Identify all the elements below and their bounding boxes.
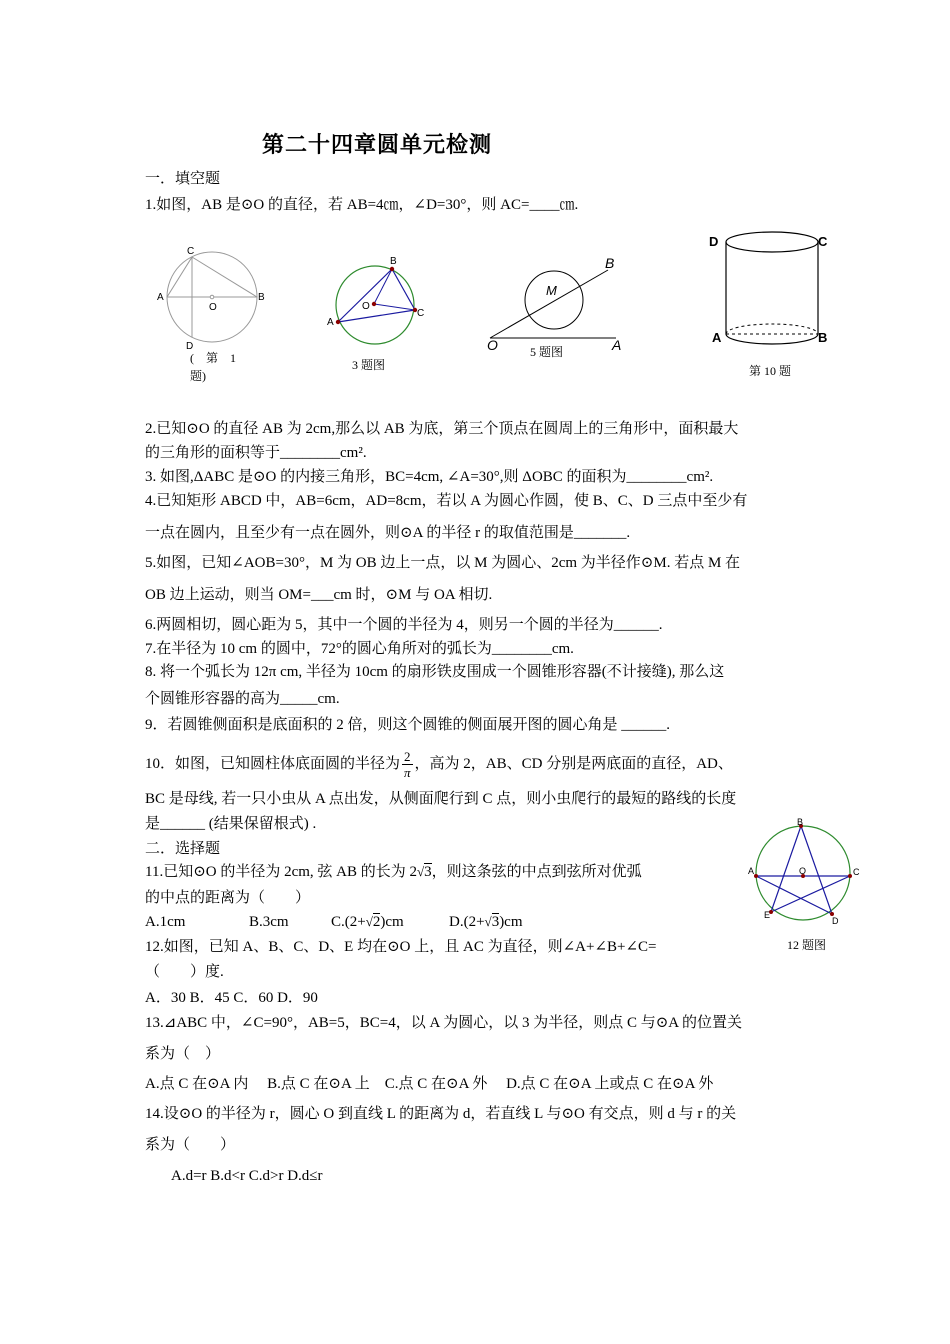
question-2-line-2: 的三角形的面积等于________cm².: [145, 445, 367, 461]
question-12-options: A．30 B．45 C．60 D．90: [145, 990, 318, 1006]
fig5-label-b: B: [605, 255, 615, 271]
question-12-line-2: （ ）度.: [145, 964, 224, 980]
fig1-chord-ac: [167, 257, 192, 297]
fig10-label-b: B: [818, 330, 828, 345]
q11-option-c-radicand: 2: [372, 914, 381, 930]
fig12-label-d: D: [832, 916, 839, 926]
q11-option-d-radicand: 3: [491, 914, 500, 930]
q11-option-d: [449, 914, 523, 930]
fig1-label-a: A: [157, 292, 164, 303]
question-1: 1.如图，AB 是⊙O 的直径，若 AB=4㎝，∠D=30°，则 AC=____㎝.: [145, 197, 579, 213]
fig10-label-d: D: [709, 234, 719, 249]
figure-q10: [706, 226, 834, 356]
figure-q3-caption: 3 题图: [352, 358, 386, 372]
fig5-circle-m: [525, 271, 583, 329]
question-5-line-1: 5.如图，已知∠AOB=30°，M 为 OB 边上一点，以 M 为圆心、2cm 为半径作⊙M. 若点 M 在: [145, 555, 741, 571]
question-5-line-2: OB 边上运动，则当 OM=___cm 时，⊙M 与 OA 相切.: [145, 587, 493, 603]
fig3-point-o: [372, 302, 376, 306]
question-7: 7.在半径为 10 cm 的圆中，72°的圆心角所对的弧长为________cm.: [145, 641, 574, 657]
question-11-line-1-pre: 11.已知⊙O 的半径为 2cm, 弦 AB 的长为 2: [145, 864, 418, 880]
fig12-line-ce: [771, 876, 850, 912]
fig10-bottom-back-arc: [726, 324, 818, 334]
question-3: 3. 如图,ΔABC 是⊙O 的内接三角形，BC=4cm, ∠A=30°,则 ΔOBC 的面积为________cm².: [145, 469, 714, 485]
fig3-radius-ob: [374, 269, 392, 304]
question-10-fraction-denominator: π: [404, 765, 411, 780]
fig5-label-a: A: [612, 337, 622, 352]
question-13-line-1: 13.⊿ABC 中，∠C=90°，AB=5，BC=4，以 A 为圆心，以 3 为半径，则点 C 与⊙A 的位置关: [145, 1015, 743, 1031]
figure-q5: [484, 252, 634, 352]
question-8-line-1: 8. 将一个弧长为 12π cm, 半径为 10cm 的扇形铁皮围成一个圆锥形容器(不计接缝), 那么这: [145, 664, 725, 680]
fig12-line-be: [771, 826, 801, 912]
fig12-label-e: E: [764, 910, 771, 920]
figure-q12: [748, 818, 866, 928]
fig10-bottom-front-arc: [726, 334, 818, 344]
fig3-point-a: [336, 320, 340, 324]
q11-option-d-pre: D.(2+: [449, 914, 485, 930]
question-14-line-2: 系为（ ）: [145, 1137, 236, 1153]
q11-option-c: [331, 912, 449, 932]
fig3-label-b: B: [390, 256, 397, 267]
fig1-center: [210, 295, 214, 299]
figure-q12-caption: 12 题图: [787, 938, 827, 952]
fig1-chord-cb: [192, 257, 257, 297]
fig3-radius-oc: [374, 304, 415, 310]
question-9: 9．若圆锥侧面积是底面积的 2 倍，则这个圆锥的侧面展开图的圆心角是 ______.: [145, 717, 671, 733]
question-8-line-2: 个圆锥形容器的高为_____cm.: [145, 691, 340, 707]
figure-q1: [150, 242, 270, 354]
page-title: 第二十四章圆单元检测: [262, 133, 493, 158]
q11-option-c-post: )cm: [380, 914, 404, 930]
fig3-label-a: A: [327, 317, 334, 328]
figure-q10-caption: 第 10 题: [749, 364, 792, 378]
fig12-point-c: [848, 874, 852, 878]
question-10-line-1-post: ，高为 2，AB、CD 分别是两底面的直径，AD、: [414, 755, 733, 772]
question-10-line-1: [145, 749, 733, 780]
fig5-label-o: O: [487, 337, 498, 352]
question-11-line-1-post: ，则这条弦的中点到弦所对优弧: [431, 864, 642, 880]
question-6: 6.两圆相切，圆心距为 5，其中一个圆的半径为 4，则另一个圆的半径为______.: [145, 617, 663, 633]
fig3-side-ab: [338, 269, 392, 322]
fig10-label-a: A: [712, 330, 722, 345]
fig5-ray-ob: [490, 270, 608, 338]
question-13-line-2: 系为（ ）: [145, 1046, 221, 1062]
fig12-label-c: C: [853, 867, 860, 877]
section-fill-blank: 一．填空题: [145, 171, 221, 187]
q11-option-a: A.1cm: [145, 914, 186, 930]
fig10-label-c: C: [818, 234, 828, 249]
fig1-label-d: D: [186, 341, 194, 352]
sqrt-icon: √: [484, 914, 492, 929]
question-10-line-3: 是______ (结果保留根式) .: [145, 816, 317, 832]
question-4-line-2: 一点在圆内，且至少有一点在圆外，则⊙A 的半径 r 的取值范围是_______.: [145, 525, 631, 541]
question-4-line-1: 4.已知矩形 ABCD 中，AB=6cm，AD=8cm，若以 A 为圆心作圆，使 B、C、D 三点中至少有: [145, 493, 748, 509]
question-10-fraction-numerator: 2: [404, 749, 411, 764]
question-12-line-1: 12.如图，已知 A、B、C、D、E 均在⊙O 上，且 AC 为直径，则∠A+∠B+∠C=: [145, 939, 657, 955]
question-11-options: [145, 912, 523, 932]
question-14-line-1: 14.设⊙O 的半径为 r，圆心 O 到直线 L 的距离为 d，若直线 L 与⊙O 有交点，则 d 与 r 的关: [145, 1106, 737, 1122]
question-10-fraction: [402, 749, 413, 780]
fig10-top-ellipse: [726, 232, 818, 252]
figure-q1-caption-b: 题): [190, 369, 206, 383]
fig12-label-a: A: [748, 866, 755, 876]
sqrt-icon: √: [365, 914, 373, 929]
question-10-line-1-pre: 10．如图，已知圆柱体底面圆的半径为: [145, 755, 401, 772]
question-13-options: A.点 C 在⊙A 内 B.点 C 在⊙A 上 C.点 C 在⊙A 外 D.点 C 在⊙A 上或点 C 在⊙A 外: [145, 1076, 714, 1092]
fig3-label-o: O: [362, 301, 370, 312]
fig3-side-bc: [392, 269, 415, 310]
q11-option-b: B.3cm: [249, 914, 289, 930]
fig3-side-ac: [338, 310, 415, 322]
fig3-point-b: [390, 267, 394, 271]
figure-q5-caption: 5 题图: [530, 345, 564, 359]
question-14-options: A.d=r B.d<r C.d>r D.d≤r: [171, 1168, 323, 1184]
fig1-label-c: C: [187, 246, 195, 257]
question-10-line-2: BC 是母线, 若一只小虫从 A 点出发，从侧面爬行到 C 点，则小虫爬行的最短的路线的长度: [145, 791, 737, 807]
fig12-label-b: B: [797, 818, 804, 827]
question-11-line-2: 的中点的距离为（ ）: [145, 890, 311, 906]
figure-q3: [322, 252, 432, 352]
q11-option-c-pre: C.(2+: [331, 914, 366, 930]
fig1-label-b: B: [258, 292, 265, 303]
question-11-line-1: [145, 862, 642, 882]
fig1-label-o: O: [209, 302, 217, 313]
fig3-label-c: C: [417, 308, 425, 319]
sqrt-icon: √: [417, 864, 425, 879]
fig12-label-o: O: [799, 866, 807, 876]
q11-option-d-post: )cm: [499, 914, 523, 930]
fig12-point-a: [754, 874, 758, 878]
section-multiple-choice: 二．选择题: [145, 841, 221, 857]
fig5-label-m: M: [546, 283, 557, 298]
question-11-radicand: 3: [424, 864, 432, 880]
figure-q1-caption-a: ( 第 1: [190, 351, 236, 365]
question-2-line-1: 2.已知⊙O 的直径 AB 为 2cm,那么以 AB 为底，第三个顶点在圆周上的三角形中，面积最大: [145, 421, 739, 437]
